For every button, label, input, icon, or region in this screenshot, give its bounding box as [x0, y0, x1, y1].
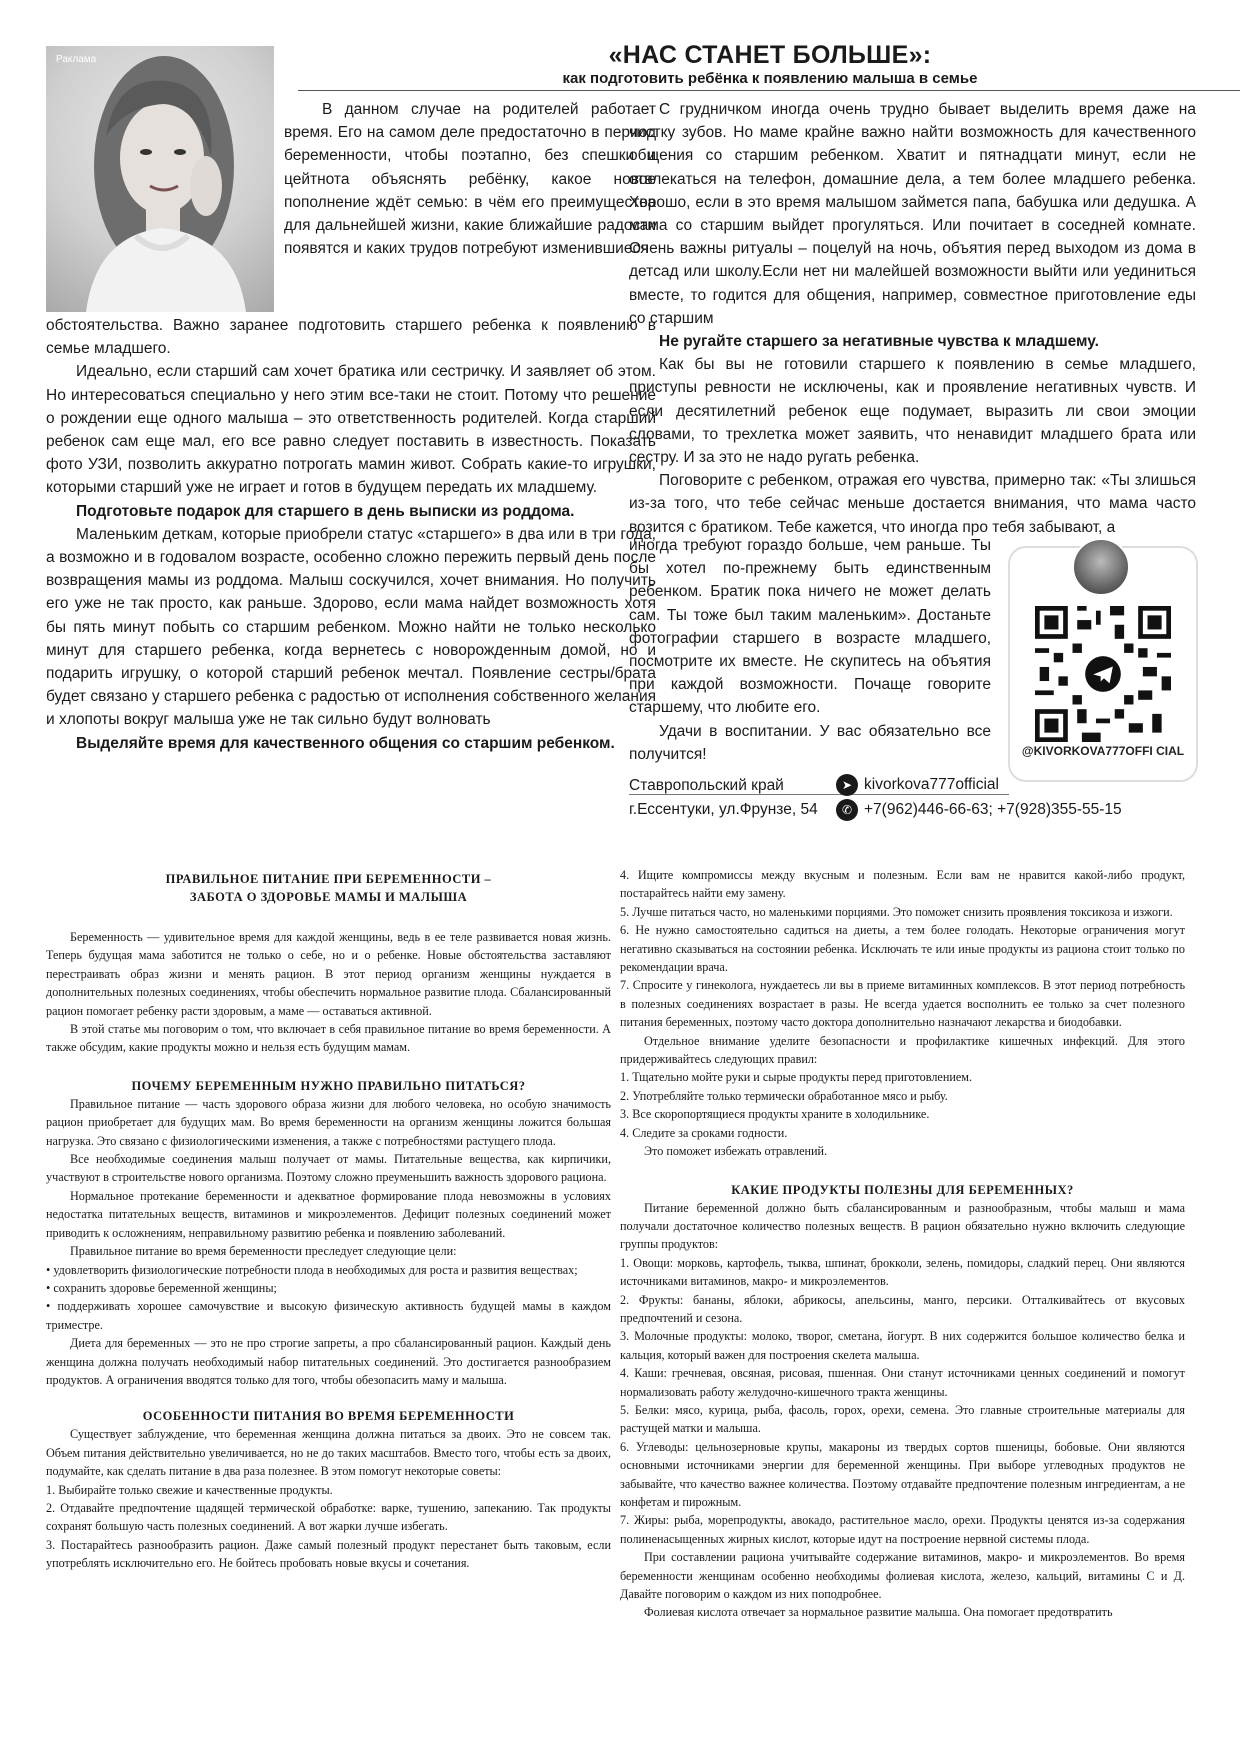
paragraph-talk-narrow: иногда требуют гораздо больше, чем раньше. Ты бы хотел по-прежнему быть единственным ребенком. Братик пока ничего не может делать сам. Ты тоже был таким маленьким». Достаньте фотографии старшего в возрасте младшего, посмотрите их вместе. Не скупитесь на объятия при каждой возможности. Почаще говорите старшему, что любите его. [629, 537, 991, 717]
safety-end: Это поможет избежать отравлений. [644, 1144, 828, 1159]
headline-rule [298, 90, 1240, 91]
product-item: 3. Молочные продукты: молоко, творог, сметана, йогурт. В них содержится большое количество белка и кальция, который важен для построения скелета малыша. [620, 1329, 1185, 1362]
contact-phones[interactable] [836, 799, 1122, 821]
rule-item: 2. Употребляйте только термически обработанное мясо и рыбу. [620, 1088, 948, 1103]
article-title: «НАС СТАНЕТ БОЛЬШЕ»: [608, 41, 932, 69]
bottom-right-column [620, 866, 1185, 1622]
tip-item: 6. Не нужно самостоятельно садиться на диеты, а тем более голодать. Некоторые ограничения могут негативно сказываться на состоянии ребенка. Исключать те или иные продукты из рациона стоит только по рекомендации врача. [620, 923, 1185, 975]
tip-item: 7. Спросите у гинеколога, нуждаетесь ли вы в приеме витаминных комплексов. В этот период потребность в полезных соединениях возрастает в разы. Не всегда удается восполнить ее только за счет полезного питания беременных, поэтому часто доктора дополнительно назначают лекарства и биодобавки. [620, 978, 1185, 1030]
why-paragraph-1: Правильное питание — часть здорового образа жизни для любого человека, но особую значимость рацион приобретает для будущих мам. Во время беременности на организм женщины ложится большая нагрузка. Это связано с физиологическими изменения, а также с потребностями растущего плода. [46, 1096, 611, 1148]
ad-label: Раклама [56, 54, 97, 65]
contact-telegram[interactable] [836, 774, 999, 796]
nutrition-title-line2: ЗАБОТА О ЗДОРОВЬЕ МАМЫ И МАЛЫША [189, 890, 468, 904]
intro-wrap [284, 98, 656, 260]
goal-item: • сохранить здоровье беременной женщины; [46, 1280, 277, 1295]
tip-item: 5. Лучше питаться часто, но маленькими порциями. Это поможет снизить проявления токсикоза и изжоги. [620, 904, 1173, 919]
rule-item: 3. Все скоропортящиеся продукты храните в холодильнике. [620, 1107, 930, 1122]
tip-item: 4. Ищите компромиссы между вкусным и полезным. Если вам не нравится какой-либо продукт, постарайтесь найти ему замену. [620, 868, 1185, 901]
paragraph-jealousy: Как бы вы не готовили старшего к появлению в семье младшего, приступы ревности не исключены, как и проявление негативных чувств. И если десятилетний ребенок еще подумает, выразить ли свои эмоции словами, то трехлетка может заявить, что ненавидит младшего брата или сестру. И за это не надо ругать ребенка. [629, 356, 1196, 467]
heading-why-eat-right: ПОЧЕМУ БЕРЕМЕННЫМ НУЖНО ПРАВИЛЬНО ПИТАТЬСЯ? [131, 1078, 526, 1093]
tip-item: 2. Отдавайте предпочтение щадящей термической обработке: варке, тушению, запеканию. Так продукты сохранят большую часть полезных соединений. А вот жарки лучше избегать. [46, 1500, 611, 1534]
heading-gift: Подготовьте подарок для старшего в день выписки из роддома. [76, 502, 575, 520]
author-portrait-illustration [46, 46, 274, 312]
tip-item: 1. Выбирайте только свежие и качественные продукты. [46, 1482, 333, 1497]
paragraph-good-luck: Удачи в воспитании. У вас обязательно все получится! [629, 722, 991, 763]
author-photo [46, 46, 274, 312]
phone-numbers[interactable]: +7(962)446-66-63; +7(928)355-55-15 [864, 801, 1122, 819]
product-item: 5. Белки: мясо, курица, рыба, фасоль, горох, орехи, семена. Это главные строительные материалы для растущей матки и малыша. [620, 1402, 1185, 1436]
product-item: 6. Углеводы: цельнозерновые крупы, макароны из твердых сортов пшеницы, бобовые. Они являются основными источниками энергии для беременной женщины. При выборе углеводных продуктов не забывайте, что качество важнее количества. Поэтому отдавайте предпочтение полезным ингредиентам, а не конфетам и пирожным. [620, 1439, 1185, 1509]
why-paragraph-4: Правильное питание во время беременности преследует следующие цели: [70, 1244, 457, 1259]
left-column [46, 314, 656, 755]
product-item: 4. Каши: гречневая, овсяная, рисовая, пшенная. Они станут источниками ценных соединений и помогут нормализовать работу желудочно-кишечного тракта женщины. [620, 1366, 1185, 1399]
heading-useful-products: КАКИЕ ПРОДУКТЫ ПОЛЕЗНЫ ДЛЯ БЕРЕМЕННЫХ? [731, 1182, 1074, 1197]
rule-item: 4. Следите за сроками годности. [620, 1125, 788, 1140]
paragraph-quality-time: С грудничком иногда очень трудно бывает выделить время даже на чистку зубов. Но маме крайне важно найти возможность для качественного общения со старшим ребенком. Хватит и пятнадцати минут, если не отвлекаться на телефон, домашние дела, а тем более младшего ребенка. Хорошо, если в это время малышом займется папа, бабушка или дедушка. А мама со старшим выйдет прогуляться. Или почитает в соседней комнате. Очень важны ритуалы – поцелуй на ночь, объятия перед выходом из дома в детсад или школу.Если нет ни малейшей возможности выйти или уединиться вместе, то годится для общения, например, совместное приготовление еды со старшим [629, 101, 1196, 327]
qr-code[interactable] [1035, 606, 1171, 742]
folic-paragraph: Фолиевая кислота отвечает за нормальное развитие малыша. Она помогает предотвратить [644, 1605, 1113, 1620]
product-item: 1. Овощи: морковь, картофель, тыква, шпинат, брокколи, зелень, помидоры, сладкий перец. Они являются источниками витаминов, макро- и микроэлементов. [620, 1255, 1185, 1289]
phone-icon: ✆ [836, 799, 858, 821]
product-item: 2. Фрукты: бананы, яблоки, абрикосы, апельсины, манго, персики. Отталкивайтесь от вкусовых предпочтений и сезона. [620, 1292, 1185, 1325]
features-paragraph: Существует заблуждение, что беременная женщина должна питаться за двоих. Это не совсем так. Объем питания действительно увеличивается, но не до таких масштабов. Вместо того, чтобы есть за двоих, подумайте, как сделать питание в два раза полезнее. В этом помогут некоторые советы: [46, 1427, 611, 1479]
intro-continued: обстоятельства. Важно заранее подготовить старшего ребенка к появлению в семье младшего. [46, 317, 656, 358]
intro-paragraph-1: Беременность — удивительное время для каждой женщины, ведь в ее теле развивается новая жизнь. Теперь будущая мама заботится не только о себе, но и о ребенке. Новые обстоятельства заставляют перестраивать образ жизни и менять рацион. В этот период организм женщины нуждается в дополнительных полезных соединениях, чтобы обеспечить нормальное развитие плода. Сбалансированный рацион помогает ребенку расти здоровым, а маме — оставаться активной. [46, 930, 611, 1018]
safety-paragraph: Отдельное внимание уделите безопасности и профилактике кишечных инфекций. Для этого придерживайтесь следующих правил: [620, 1033, 1185, 1067]
telegram-icon: ➤ [836, 774, 858, 796]
tip-item: 3. Постарайтесь разнообразить рацион. Даже самый полезный продукт перестанет быть таковым, если употреблять исключительно его. Не бойтесь пробовать новые вкусы и сочетания. [46, 1537, 611, 1571]
heading-features: ОСОБЕННОСТИ ПИТАНИЯ ВО ВРЕМЯ БЕРЕМЕННОСТИ [142, 1409, 515, 1424]
paragraph-talk-wide: Поговорите с ребенком, отражая его чувства, примерно так: «Ты злишься из-за того, что тебе сейчас меньше достается внимания, что мама часто возится с братиком. Тебе кажется, что иногда про тебя забывают, а [629, 472, 1196, 536]
article-headline [298, 40, 1240, 88]
right-column-narrow [629, 534, 991, 766]
why-paragraph-2: Все необходимые соединения малыш получает от мамы. Питательные вещества, как кирпичики, участвуют в строительстве нового организма. Поэтому сложно преуменьшить важность здорового рациона. [46, 1152, 611, 1185]
contact-address: г.Ессентуки, ул.Фрунзе, 54 [629, 801, 818, 818]
paragraph-sibling-wish: Идеально, если старший сам хочет братика или сестричку. И заявляет об этом. Но интересоваться специально у него этим все-таки не стоит. Потому что решение о рождении еще одного малыша – это ответственность родителей. Когда старший ребенок сам еще мал, его все равно следует поставить в известность. Показать фото УЗИ, позволить аккуратно потрогать мамин живот. Собрать какие-то игрушки, которыми старший уже не играет и готов в будущем передать их младшему. [46, 363, 656, 497]
telegram-handle[interactable]: kivorkova777official [864, 776, 999, 794]
intro-paragraph-2: В этой статье мы поговорим о том, что включает в себя правильное питание во время беременности. А также обсудим, какие продукты можно и нельзя есть будущим мамам. [46, 1022, 611, 1055]
heading-quality-time: Выделяйте время для качественного общения со старшим ребенком. [76, 734, 615, 752]
goal-item: • поддерживать хорошее самочувствие и высокую физическую активность будущей мамы в каждом триместре. [46, 1299, 611, 1332]
intro-paragraph: В данном случае на родителей работает время. Его на самом деле предостаточно в период беременности, чтобы поэтапно, без спешки и цейтнота объяснять ребёнку, какое новое пополнение ждёт семью: в чём его преимущества для дальнейшей жизни, какие ближайшие радости появятся и каких трудов потребуют изменившиеся [284, 101, 656, 258]
products-intro: Питание беременной должно быть сбалансированным и разнообразным, чтобы малыш и мама получали достаточное количество полезных веществ. В рацион обязательно нужно включить следующие группы продуктов: [620, 1200, 1185, 1252]
heading-negative-feelings: Не ругайте старшего за негативные чувства к младшему. [659, 333, 1099, 351]
diet-paragraph: При составлении рациона учитывайте содержание витаминов, макро- и микроэлементов. Во время беременности женщинам особенно необходимы фолиевая кислота, железо, кальций, витамины С и Д. Давайте поговорим о каждом из них поподробнее. [620, 1550, 1185, 1602]
right-column [629, 98, 1196, 539]
why-paragraph-3: Нормальное протекание беременности и адекватное формирование плода невозможны в условиях недостатка питательных веществ, витаминов и микроэлементов. Дефицит полезных соединений может приводить к осложнениям, неправильному развитию ребенка и появлению заболеваний. [46, 1188, 611, 1240]
contact-region: Ставропольский край [629, 777, 784, 794]
why-paragraph-5: Диета для беременных — это не про строгие запреты, а про сбалансированный рацион. Каждый день женщина должна получать необходимый набор питательных соединений. Это достигается разнообразием продуктов. А ограничения вводятся только для того, чтобы обезопасить маму и малыша. [46, 1336, 611, 1387]
rule-item: 1. Тщательно мойте руки и сырые продукты перед приготовлением. [620, 1070, 973, 1085]
qr-handle: @KIVORKOVA777OFFI CIAL [1021, 744, 1185, 758]
bottom-left-column [46, 870, 611, 1573]
nutrition-title-line1: ПРАВИЛЬНОЕ ПИТАНИЕ ПРИ БЕРЕМЕННОСТИ – [165, 872, 492, 886]
paragraph-gift: Маленьким деткам, которые приобрели статус «старшего» в два или в три года, а возможно и в годовалом возрасте, особенно сложно пережить первый день после возвращения мамы из роддома. Малыш соскучился, хочет внимания. Но получить его уже не так просто, как раньше. Здорово, если мама найдет возможность хотя бы пять минут побыть со старшим ребенком. Можно найти не только несколько минут для старшего ребенка, когда вернетесь с новорожденным домой, но и подарить игрушку, о которой старший ребенок мечтал. Появление сестры/брата будет связано у старшего ребенка с радостью от исполнения собственного желания и хлопоты вокруг малыша уже не так сильно будут волновать [46, 525, 656, 729]
product-item: 7. Жиры: рыба, морепродукты, авокадо, растительное масло, орехи. Продукты ценятся из-за содержания полиненасыщенных жирных кислот, которые идут на построение нервной системы плода. [620, 1513, 1185, 1546]
article-subtitle: как подготовить ребёнка к появлению малыша в семье [562, 70, 978, 87]
avatar [1072, 538, 1130, 596]
top-article [46, 40, 1196, 840]
goal-item: • удовлетворить физиологические потребности плода в необходимых для роста и развития веществах; [46, 1262, 578, 1277]
